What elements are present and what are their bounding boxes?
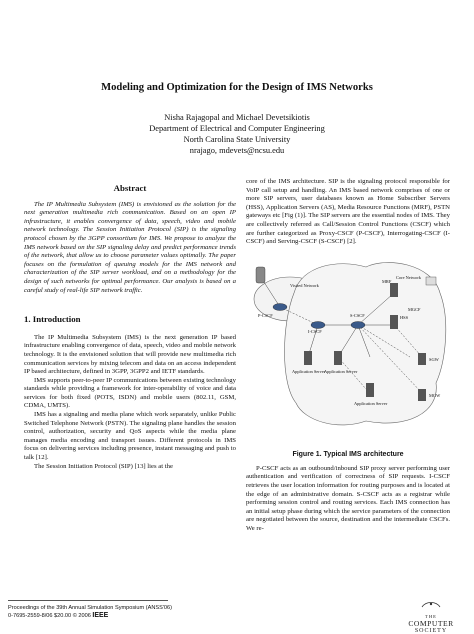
introduction-heading: 1. Introduction	[24, 314, 81, 325]
right-column	[246, 178, 450, 534]
footer-isbn-text: 0-7695-2559-8/06 $20.00 © 2006	[8, 613, 93, 619]
figure-ims-architecture	[246, 253, 450, 465]
router-icon	[273, 303, 287, 310]
router-icon	[311, 321, 325, 328]
mobile-phone-icon	[256, 267, 265, 283]
author-email: nrajago, mdevets@ncsu.edu	[189, 146, 285, 155]
logo-line-the: THE	[425, 614, 437, 619]
figure-caption: Figure 1. Typical IMS architecture	[292, 450, 404, 458]
body-paragraph-p-cscf: P-CSCF acts as an outbound/inbound SIP proxy server performing user authentication and verification of correctness of SIP requests. I-CSCF retrieves the user location information for routing purposes and is located at the edge of an administrative domain. S-CSCF acts as a registrar while performing session control and routing services. Each IMS connection has an initial setup phase during which the service parameters of the connection are negotiated between the source, destination and the intermediate CSCFs. We re-	[246, 464, 450, 532]
label-sgw: SGW	[429, 356, 439, 362]
computer-society-logo	[402, 596, 460, 634]
pstn-phone-icon	[426, 277, 436, 285]
router-icon	[351, 321, 365, 328]
author-department: Department of Electrical and Computer Engineering	[149, 124, 325, 133]
paper-title: Modeling and Optimization for the Design of IMS Networks	[101, 82, 373, 93]
application-server-icon	[304, 351, 312, 365]
author-names: Nisha Rajagopal and Michael Devetsikiotis	[164, 113, 310, 122]
ieee-logo-text: IEEE	[92, 612, 109, 619]
label-mrf: MRF	[382, 278, 392, 284]
intro-paragraph-2: IMS supports peer-to-peer IP communications between existing technology standards while providing a framework for inter-operability of voice and data services for both fixed (POTS, ISDN) and mobile users (802.11, GSM, CDMA, UMTS).	[24, 376, 236, 410]
proceedings-footer	[8, 604, 172, 620]
label-application-server-1: Application Server	[292, 368, 326, 374]
mrf-server-icon	[390, 283, 398, 297]
label-mgw: MGW	[429, 392, 441, 398]
label-mgcf: MGCF	[408, 306, 421, 312]
label-i-cscf: I-CSCF	[308, 328, 322, 334]
label-visited-network: Visited Network	[290, 282, 319, 288]
footer-divider	[8, 600, 168, 601]
label-p-cscf: P-CSCF	[258, 312, 273, 318]
logo-line-society: SOCIETY	[414, 628, 448, 634]
body-paragraph-ims-architecture: core of the IMS architecture. SIP is the signaling protocol responsible for VoIP call setup and handling. An IMS based network comprises of one or more SIP servers, user databases known as Home Subscriber Servers (HSS), Application Servers (AS), Media Resource Functions (MRF), PSTN gateways etc [Fig (1)]. The SIP servers are the essential nodes of IMS. They are collectively referred as Call/Session Control Functions (CSCF) which are further categorized as Proxy-CSCF (P-CSCF), Interrogating-CSCF (I-CSCF) and Serving-CSCF (S-CSCF) [2].	[246, 178, 450, 246]
intro-paragraph-4: The Session Initiation Protocol (SIP) [13] lies at the	[34, 462, 173, 470]
abstract-heading: Abstract	[113, 183, 147, 193]
footer-isbn-line	[8, 612, 172, 620]
mgw-server-icon	[418, 389, 426, 401]
abstract-text: The IP Multimedia Subsystem (IMS) is envisioned as the solution for the next generation multimedia rich communication. Based on an open IP infrastructure, it enables convergence of data, speech, video and mobile network technology. The Session Initiation Protocol (SIP) is the signaling protocol chosen by the 3GPP consortium for IMS. We propose to analyze the IMS network based on the SIP signaling delay and predict performance trends of the network, that allow us to choose parameter values optimally. The paper focuses on the formulation of queuing models for the IMS network and characterization of the SIP server workload, and on a methodology for the design of such networks for optimal performance. Our analysis is based on a careful study of real-life SIP network traffic.	[24, 200, 236, 294]
footer-proceedings-line: Proceedings of the 39th Annual Simulation Symposium (ANSS'06)	[8, 605, 172, 611]
author-block	[0, 112, 474, 156]
sgw-server-icon	[418, 353, 426, 365]
intro-paragraph-1: The IP Multimedia Subsystem (IMS) is the next generation IP based infrastructure enabling convergence of data, speech, video and mobile network technology. It is the envisioned solution that will provide new multimedia rich communication services by mixing telecom and data on an access independent IP based architecture, defined in 3GPP, 3GPP2 and IETF standards.	[24, 333, 236, 376]
label-application-server-3: Application Server	[354, 400, 388, 406]
hss-server-icon	[390, 315, 398, 329]
label-hss: HSS	[400, 314, 409, 320]
author-university: North Carolina State University	[183, 135, 291, 144]
intro-paragraph-3: IMS has a signaling and media plane which work separately, unlike Public Switched Telephone Network (PSTN). The signaling plane handles the session control, authorization, security and QoS aspects while the media plane manages media encoding and transport issues. Different protocols in IMS focus on delivering services including presence, instant messaging and push to talk [12].	[24, 411, 236, 462]
label-s-cscf: S-CSCF	[350, 312, 365, 318]
logo-line-computer: COMPUTER	[408, 619, 454, 628]
left-column	[24, 178, 236, 471]
computer-society-mark-icon	[421, 601, 441, 608]
application-server-icon	[334, 351, 342, 365]
label-application-server-2: Application Server	[324, 368, 358, 374]
ims-architecture-diagram	[246, 253, 450, 443]
application-server-icon	[366, 383, 374, 397]
label-core-network: Core Network	[396, 274, 421, 280]
